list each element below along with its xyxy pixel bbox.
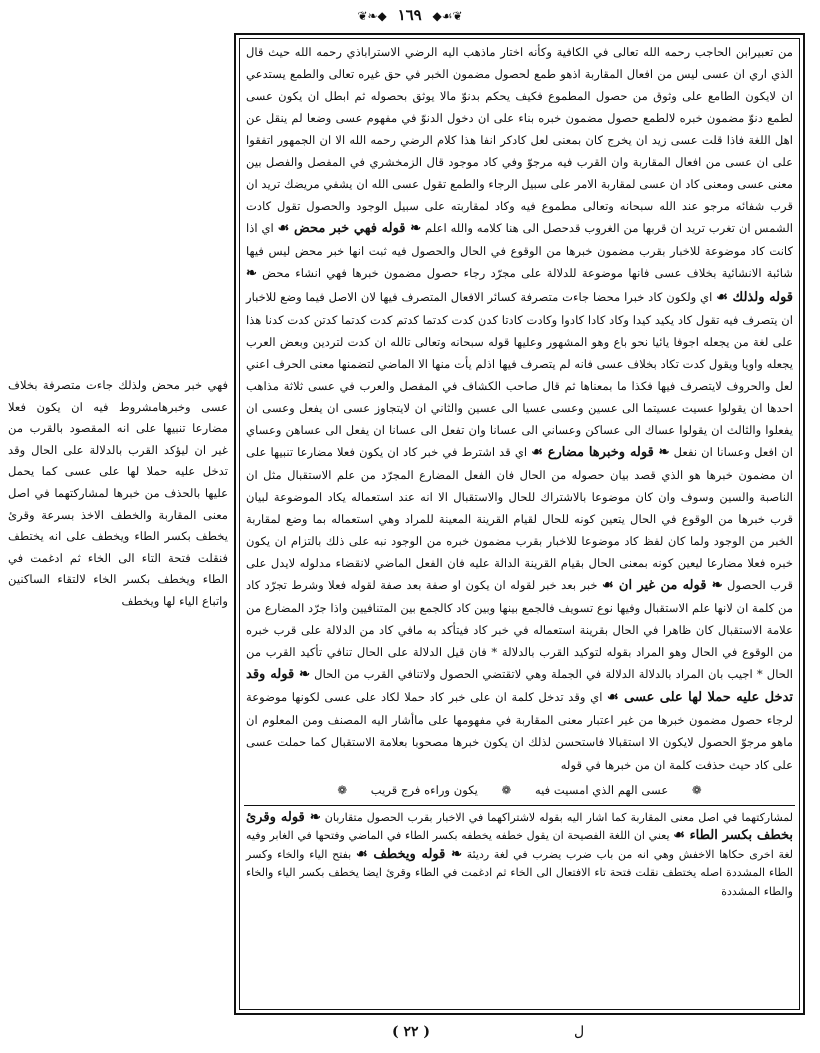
header-ornament-right: ❦☙◆ (432, 9, 463, 23)
verse-hemistich-2: يكون وراءه فرج قريب (370, 782, 478, 797)
commentary-paragraph: اي وقد تدخل كلمة ان على خبر كاد حملا لكاد على عسى لكونها موضوعة لرجاء حصول مضمون خبرها من غير اعتبار معنى المقاربة في مفهومها على ماأشار اليه المصنف ومن المعلوم ان ماهو مرجوّ الحصول لايكون الا استقبالا فاستحسن لذلك ان يكون خبرها مصحوبا بعلامة الاستقبال كما حملت عسى على كاد حيث حذفت كلمة ان من خبرها في قوله (246, 690, 793, 772)
lemma-heading: ❧ قوله وخبرها مضارع ☙ (531, 444, 670, 460)
lemma-heading: ❧ قوله وقرئ بخطف بكسر الطاء ☙ (246, 809, 793, 844)
margin-text: فهي خبر محض ولذلك جاءت متصرفة بخلاف عسى وخبرهامشروط فيه ان يكون فعلا مضارعا تنبيها على انه المقصود بالقرب من غير ان ليؤكد القرب بالدلالة على الحال وقد تدخل عليه حملا لها على عسى كما يحمل عليها بالحذف من خبرها لمشاركتهما في اصل معنى المقاربة والخطف الاخذ بسرعة وقرئ يخطف بكسر الطاء ويخطف على انه يختطف فنقلت فتحة التاء الى الخاء ثم ادغمت في الطاء ويخطف بكسر الخاء لالتقاء الساكنين واتباع الياء لها ويخطف (8, 378, 228, 608)
poetry-verse (240, 776, 799, 802)
commentary-paragraph: اي اذا كانت كاد موضوعة للاخبار بقرب مضمون خبرها من الوقوع في الحال والحصول فيه ثبت انها خبر محض ليس فيها شائبة الانشائية بخلاف عسى فانها موضوعة للدلالة على مجرّد رجاء حصول مضمون خبرها فهي انشاء محض (246, 221, 793, 281)
text-frame (234, 33, 805, 1015)
lemma-heading: ❧ قوله ولذلك ☙ (246, 266, 793, 305)
sheet-number: ( ٢٢ ) (392, 1024, 431, 1040)
page-header (0, 6, 820, 28)
verse-star: ❁ (501, 782, 512, 797)
commentary-paragraph: اي ولكون كاد خبرا محضا جاءت متصرفة كسائر الافعال المتصرف فيها لان الاصل فيما وضع للاخبار ان يتصرف فيه تقول كاد يكيد كيدا وكاد كادا كادوا وكادت كادتا كدن كدت كدتما كدتم كدت كدتما كدتن كدت كدنا هذا على لغة من يجعله اجوفا يائيا نحو باع وهو المشهور وعليها قوله سبحانه وتعالى تالله ان كدت لتردين وبعض العرب يجعله واويا ويقول كدت تكاد بخلاف عسى فانه لم يتصرف فيها اذلم يأت منها الا الماضي لتضمنها معنى الحرف اعني لعل والحروف لايتصرف فيها فكذا ما بمعناها ثم قال صاحب الكشاف في المفصل والعرب في عسى ثلاثة مذاهب احدها ان يقولوا عسيت عسيتما الى عسين وعسى عسيا الى عسين والثاني ان لايتجاوز عسى ان يفعل وعسى ان يفعلوا والثالث ان يقولوا عساك الى عساكن وعساني الى عسانا وان تفعل الى عسانا ان يفعل الى عساهن وعساي ان افعل وعسانا ان نفعل (246, 289, 793, 459)
footnote-text: بفتح الياء والخاء وكسر الطاء المشددة اصله يختطف نقلت فتحة تاء الافتعال الى الخاء ثم ادغمت في الطاء وقرئ ايضا يخطف بكسر الياء والخاء والطاء المشددة (246, 847, 793, 898)
lemma-heading: ❧ قوله فهي خبر محض ☙ (277, 221, 422, 237)
commentary-paragraph: اي قد اشترط في خبر كاد ان يكون فعلا مضارعا تنبيها على ان مضمون خبرها هو الذي قصد بيان حصوله من الحال فان الفعل المضارع المجرّد من علم الاستقبال مثل ان الناصبة والسين وسوف وان كان موضوعا بالاشتراك للحال والاستقبال الا انه عند استعماله يكاد الموضوعة لبيان قرب خبرها من الوقوع في الحال يتعين كونه للحال لقيام القرينة المعينة للمراد وهي استعماله بما وضع لمقاربة الخبر من الوجود ولما كان لفظ كاد موضوعا للاخبار بقرب مضمون خبره من الوجود نبه على ذلك بالتزام ان يكون خبره فعلا مضارعا ليعين كونه بمعنى الحال بقيام القرينة الدالة عليه فان الفعل الماضي لانقضاء مدلوله لايدل على قرب الحصول (246, 444, 794, 593)
verse-hemistich-1: عسى الهم الذي امسيت فيه (534, 782, 669, 797)
commentary-paragraph: من تعبيرابن الحاجب رحمه الله تعالى في الكافية وكأنه اختار ماذهب اليه الرضي الاستراباذي رحمه الله حيث قال الذي اري ان عسى ليس من افعال المقاربة اذهو طمع لحصول مضمون الخبر في حق غيره تعالى والطمع يستدعي ان لايكون الطامع على وثوق من حصول المطموع فكيف يحكم بدنوّ مالا يوثق بحصوله ثم ابطل ان يكون عسى لطمع دنوّ مضمون خبره لالطمع حصول مضمون خبره بناء على ان دخول الدنوّ في مفهوم عسى وضعا لم ينقل عن اهل اللغة فاذا قلت عسى زيد ان يخرج كان بمعنى لعل كادكر انفا هذا كلام الرضي رحمه الله الا ان الجمهور اتفقوا على ان عسى من افعال المقاربة وان القرب فيه مرجوّ وفي كاد موجود قال الزمخشري في المفصل والفصل بين معنى عسى ومعنى كاد ان عسى لمقاربة الامر على سبيل الرجاء والطمع تقول عسى الله ان يشفي مريضك تريد ان قرب شفائه مرجو عند الله سبحانه وتعالى مطموع فيه وكاد لمقاربته على سبيل الوجود والحصول تقول كادت الشمس ان تغرب تريد ان قربها من الغروب قدحصل الى هنا كلامه والله اعلم (246, 45, 794, 236)
page-number: ١٦٩ (397, 6, 422, 24)
lemma-heading: ❧ قوله من غير ان ☙ (601, 578, 723, 594)
lemma-heading: ❧ قوله ويخطف ☙ (355, 846, 462, 862)
verse-star: ❁ (337, 782, 348, 797)
page-footer (234, 1024, 805, 1046)
text-frame-inner (239, 38, 800, 1010)
verse-star: ❁ (691, 782, 702, 797)
margin-matn (8, 375, 228, 613)
commentary-paragraph: خبر بعد خبر لقوله ان يكون او صفة بعد صفة لقوله فعلا وشرط تجرّد كاد من كلمة ان لانها علم الاستقبال وفيها نوع تسويف فالجمع بينها وبين كاد كالجمع بين المتنافيين واذا جرّد المضارع من علامة الاستقبال كان ظاهرا في الحال بقرينة استعماله في خبر كاد فيتأكد به مافي كاد من الدلالة على قرب خبره من الوقوع في الحال وهو المراد بقوله لتوكيد القرب بالدلالة * فان قيل الدلالة على الحال تنافي تأكيد القرب من الحال * اجيب بان المراد بالدلالة الدلالة في الجملة وهي لاتقتضي الحصول ولاتنافي القرب من الحال (246, 578, 793, 682)
footnote-text: يعني ان اللغة الفصيحة ان يقول خطفه يخطفه بكسر الطاء في الماضي وفتحها في الغابر وفيه لغة اخرى حكاها الاخفش وهي انه من باب ضرب يضرب في لغة رديئة (246, 829, 794, 861)
header-ornament-left: ◆❧❦ (357, 9, 387, 23)
signature-letter: ل (574, 1024, 585, 1040)
main-commentary (240, 39, 799, 776)
lemma-heading: ❧ قوله وقد تدخل عليه حملا لها على عسى ☙ (246, 667, 794, 706)
lower-commentary (244, 805, 795, 902)
footnote-text: لمشاركتهما في اصل معنى المقاربة كما اشار اليه بقوله لاشتراكهما في الاخبار بقرب الحصول متقاربان (324, 810, 793, 824)
